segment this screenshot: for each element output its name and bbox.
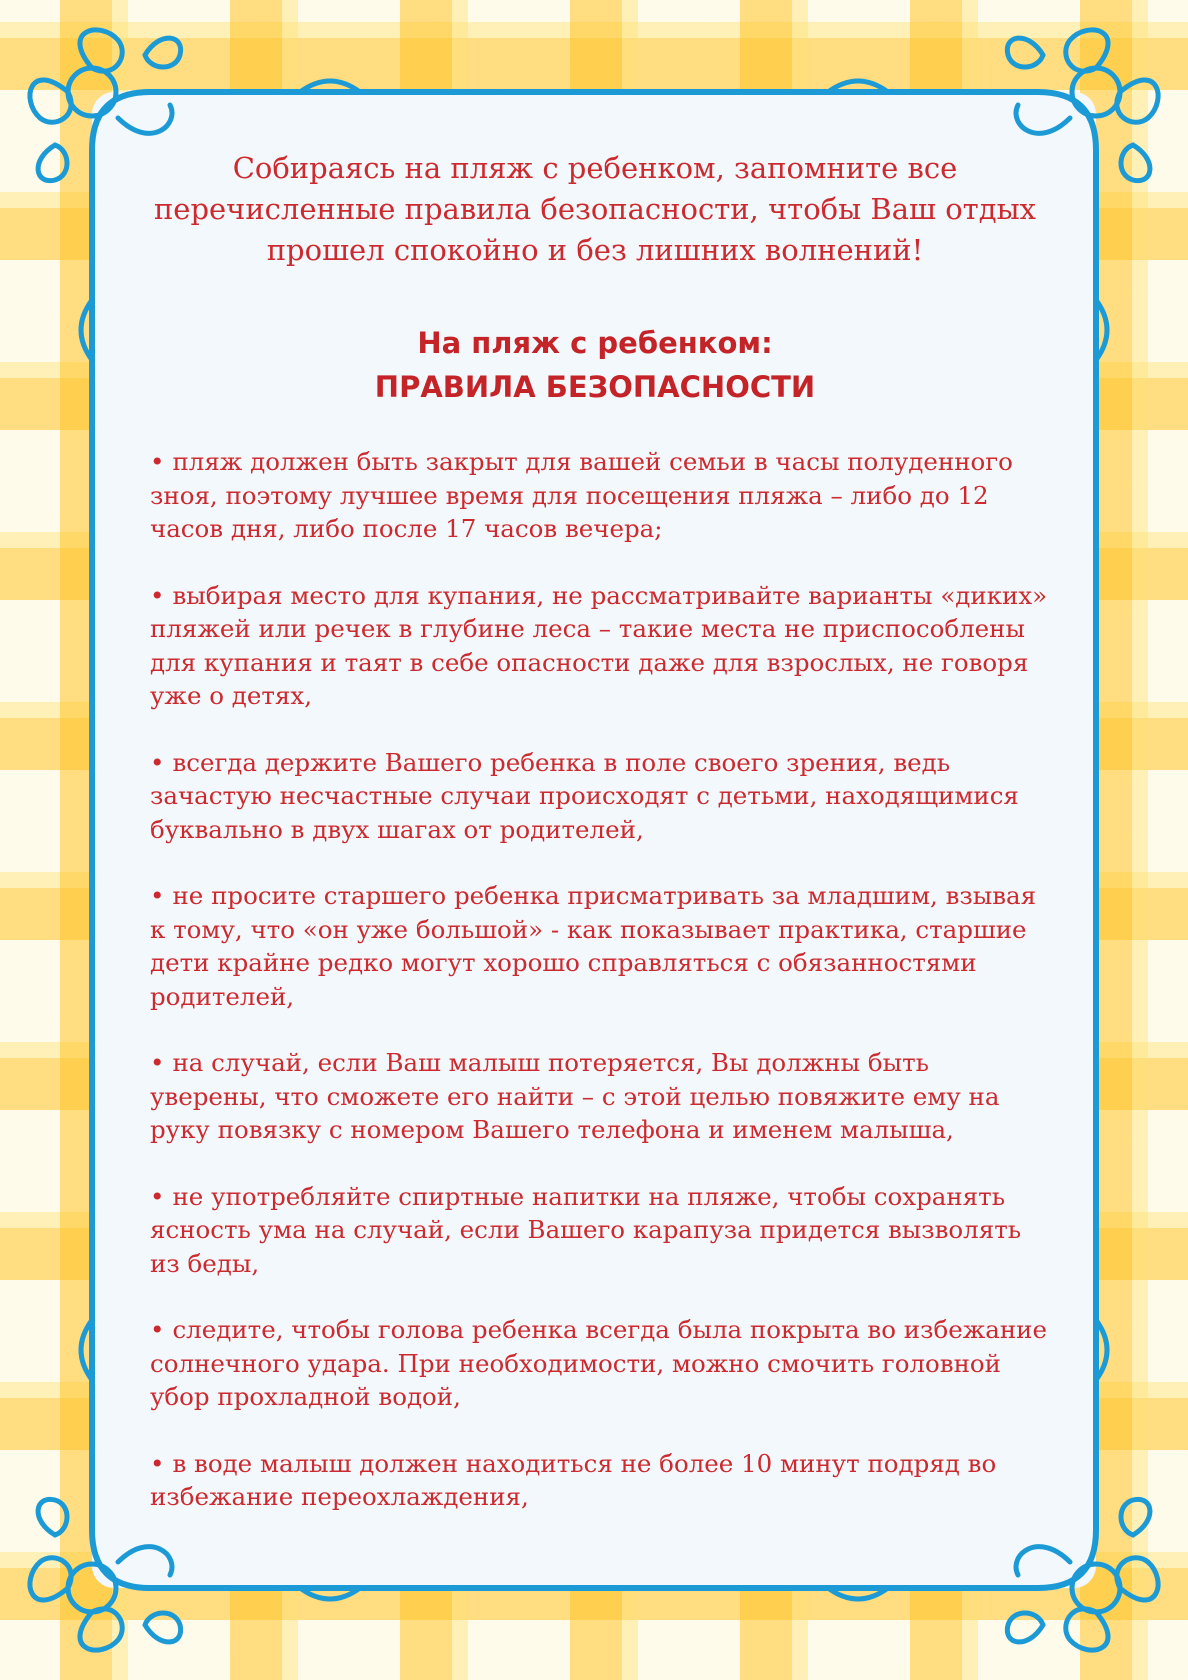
rule-item: [150, 1046, 1050, 1147]
bullet-icon: •: [150, 1315, 165, 1344]
rule-text: следите, чтобы голова ребенка всегда была покрыта во избежание солнечного удара. При необходимости, можно смочить головной убор прохладной водой,: [150, 1315, 1048, 1411]
bullet-icon: •: [150, 1448, 165, 1478]
rule-item: [150, 579, 1050, 713]
title-line-1: На пляж с ребенком:: [417, 326, 773, 360]
rule-text: на случай, если Ваш малыш потеряется, Вы должны быть уверены, что сможете его найти – с этой целью повяжите ему на руку повязку с номером Вашего телефона и именем малыша,: [150, 1048, 1000, 1144]
rule-text: в воде малыш должен находиться не более 10 минут подряд во избежание переохлаждения,: [150, 1448, 997, 1511]
rule-item: [150, 1447, 1050, 1514]
intro-text: Собираясь на пляж с ребенком, запомните все перечисленные правила безопасности, чтобы Ваш отдых прошел спокойно и без лишних волнений!: [153, 151, 1037, 267]
bullet-icon: •: [150, 580, 165, 610]
bullet-icon: •: [150, 881, 165, 910]
rule-item: [150, 1180, 1050, 1281]
bullet-icon: •: [150, 447, 165, 476]
rule-text: выбирая место для купания, не рассматривайте варианты «диких» пляжей или речек в глубине леса – такие места не приспособлены для купания и таят в себе опасности даже для взрослых, не говоря уже о детях,: [150, 580, 1048, 710]
rule-item: [150, 746, 1050, 847]
rule-item: [150, 879, 1050, 1013]
rule-text: всегда держите Вашего ребенка в поле своего зрения, ведь зачастую несчастные случаи происходят с детьми, находящимися буквально в двух шагах от родителей,: [150, 747, 1019, 844]
bullet-icon: •: [150, 1181, 165, 1211]
rule-item: [150, 1313, 1050, 1414]
document-content: [140, 138, 1050, 1547]
rule-text: не просите старшего ребенка присматривать за младшим, взывая к тому, что «он уже большой» - как показывает практика, старшие дети крайне редко могут хорошо справляться с обязанностями родителей,: [150, 881, 1037, 1011]
rule-item: [150, 445, 1050, 546]
rules-list: [150, 445, 1050, 1514]
rule-text: пляж должен быть закрыт для вашей семьи в часы полуденного зноя, поэтому лучшее время для посещения пляжа – либо до 12 часов дня, либо после 17 часов вечера;: [150, 447, 1013, 543]
bullet-icon: •: [150, 747, 165, 777]
bullet-icon: •: [150, 1048, 165, 1077]
rule-text: не употребляйте спиртные напитки на пляже, чтобы сохранять ясность ума на случай, если Вашего карапуза придется вызволять из беды,: [150, 1181, 1022, 1278]
title-line-2: ПРАВИЛА БЕЗОПАСНОСТИ: [374, 370, 816, 404]
page-title: [140, 321, 1050, 409]
